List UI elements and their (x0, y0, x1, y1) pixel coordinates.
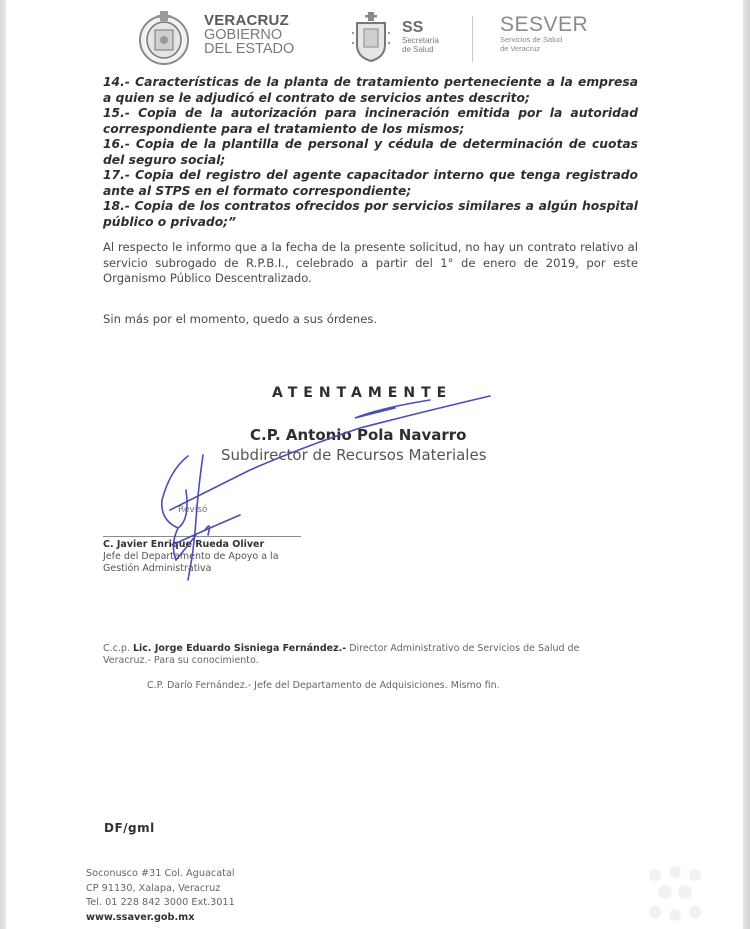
signature-line (103, 536, 301, 537)
page-edge-right (743, 0, 750, 929)
list-item: 15.- Copia de la autorización para incineración emitida por la autoridad correspondiente para el tratamiento de los mismos; (103, 106, 638, 136)
reviewer-title-line1: Jefe del Departamento de Apoyo a la (103, 551, 279, 562)
footer-address (86, 867, 235, 925)
website-link[interactable]: www.ssaver.gob.mx (86, 911, 195, 923)
logo-veracruz-line3: DEL ESTADO (204, 41, 295, 57)
ccp-recipient-1 (103, 643, 613, 667)
list-item: 14.- Características de la planta de tratamiento perteneciente a la empresa a quien se le adjudicó el contrato de servicios antes descrito; (103, 75, 638, 105)
ccp-recipient-1-desc: Director Administrativo de Servicios de Salud de Veracruz.- Para su conocimiento. (103, 643, 580, 666)
page-edge-left (0, 0, 6, 929)
signature-stroke (205, 526, 209, 535)
sesver-logo-text (500, 14, 588, 53)
address-line1: Soconusco #31 Col. Aguacatal (86, 868, 235, 879)
closing-paragraph: Sin más por el momento, quedo a sus órdenes. (103, 312, 378, 326)
ccp-recipient-1-name: Lic. Jorge Eduardo Sisniega Fernández.- (132, 643, 347, 654)
response-paragraph: Al respecto le informo que a la fecha de la presente solicitud, no hay un contrato relativo al servicio subrogado de R.P.B.I., celebrado a partir del 1° de enero de 2019, por este Organismo Público Descentralizado. (103, 240, 638, 285)
logo-veracruz-line2: GOBIERNO (204, 27, 283, 43)
logo-veracruz-line1: VERACRUZ (204, 12, 289, 29)
letterhead (138, 8, 598, 68)
logo-sesver-line2: de Veracruz (500, 44, 541, 53)
reviewer-title-line2: Gestión Administrativa (103, 563, 212, 574)
logo-ss-line2: de Salud (402, 45, 434, 54)
veracruz-logo-text (204, 14, 294, 56)
logo-ss-abbr: SS (402, 19, 424, 36)
signature-stroke (355, 400, 430, 418)
logo-sesver-line1: Servicios de Salud (500, 35, 563, 44)
ccp-recipient-2: C.P. Darío Fernández.- Jefe del Departamento de Adquisiciones. Mismo fin. (147, 680, 500, 691)
watermark-pattern-icon (640, 860, 710, 929)
reference-initials: DF/gml (104, 821, 155, 835)
signature-stroke (162, 456, 188, 528)
logo-ss-line1: Secretaría (402, 36, 439, 45)
list-item: 17.- Copia del registro del agente capacitador interno que tenga registrado ante al STPS en el formato correspondiente; (103, 168, 638, 198)
ccp-prefix: C.c.p. (103, 643, 130, 654)
logo-divider (472, 16, 473, 62)
secretaria-salud-shield-icon (351, 11, 391, 63)
address-line2: CP 91130, Xalapa, Veracruz (86, 882, 221, 894)
reviewer-title (103, 551, 279, 575)
veracruz-crest-icon (138, 8, 190, 66)
reviewed-label: Revisó (178, 505, 208, 515)
list-item: 16.- Copia de la plantilla de personal y cédula de determinación de cuotas del seguro social; (103, 137, 638, 167)
list-item: 18.- Copia de los contratos ofrecidos por servicios similares a algún hospital público o privado;” (103, 199, 638, 229)
phone: Tel. 01 228 842 3000 Ext.3011 (86, 897, 235, 908)
logo-sesver-abbr: SESVER (500, 13, 589, 36)
signer-name: C.P. Antonio Pola Navarro (250, 426, 467, 444)
signer-title: Subdirector de Recursos Materiales (221, 446, 487, 464)
salutation: ATENTAMENTE (272, 385, 453, 401)
secretaria-salud-logo-text (402, 20, 439, 54)
requested-items-list (103, 75, 638, 230)
reviewer-name: C. Javier Enrique Rueda Oliver (103, 539, 265, 550)
